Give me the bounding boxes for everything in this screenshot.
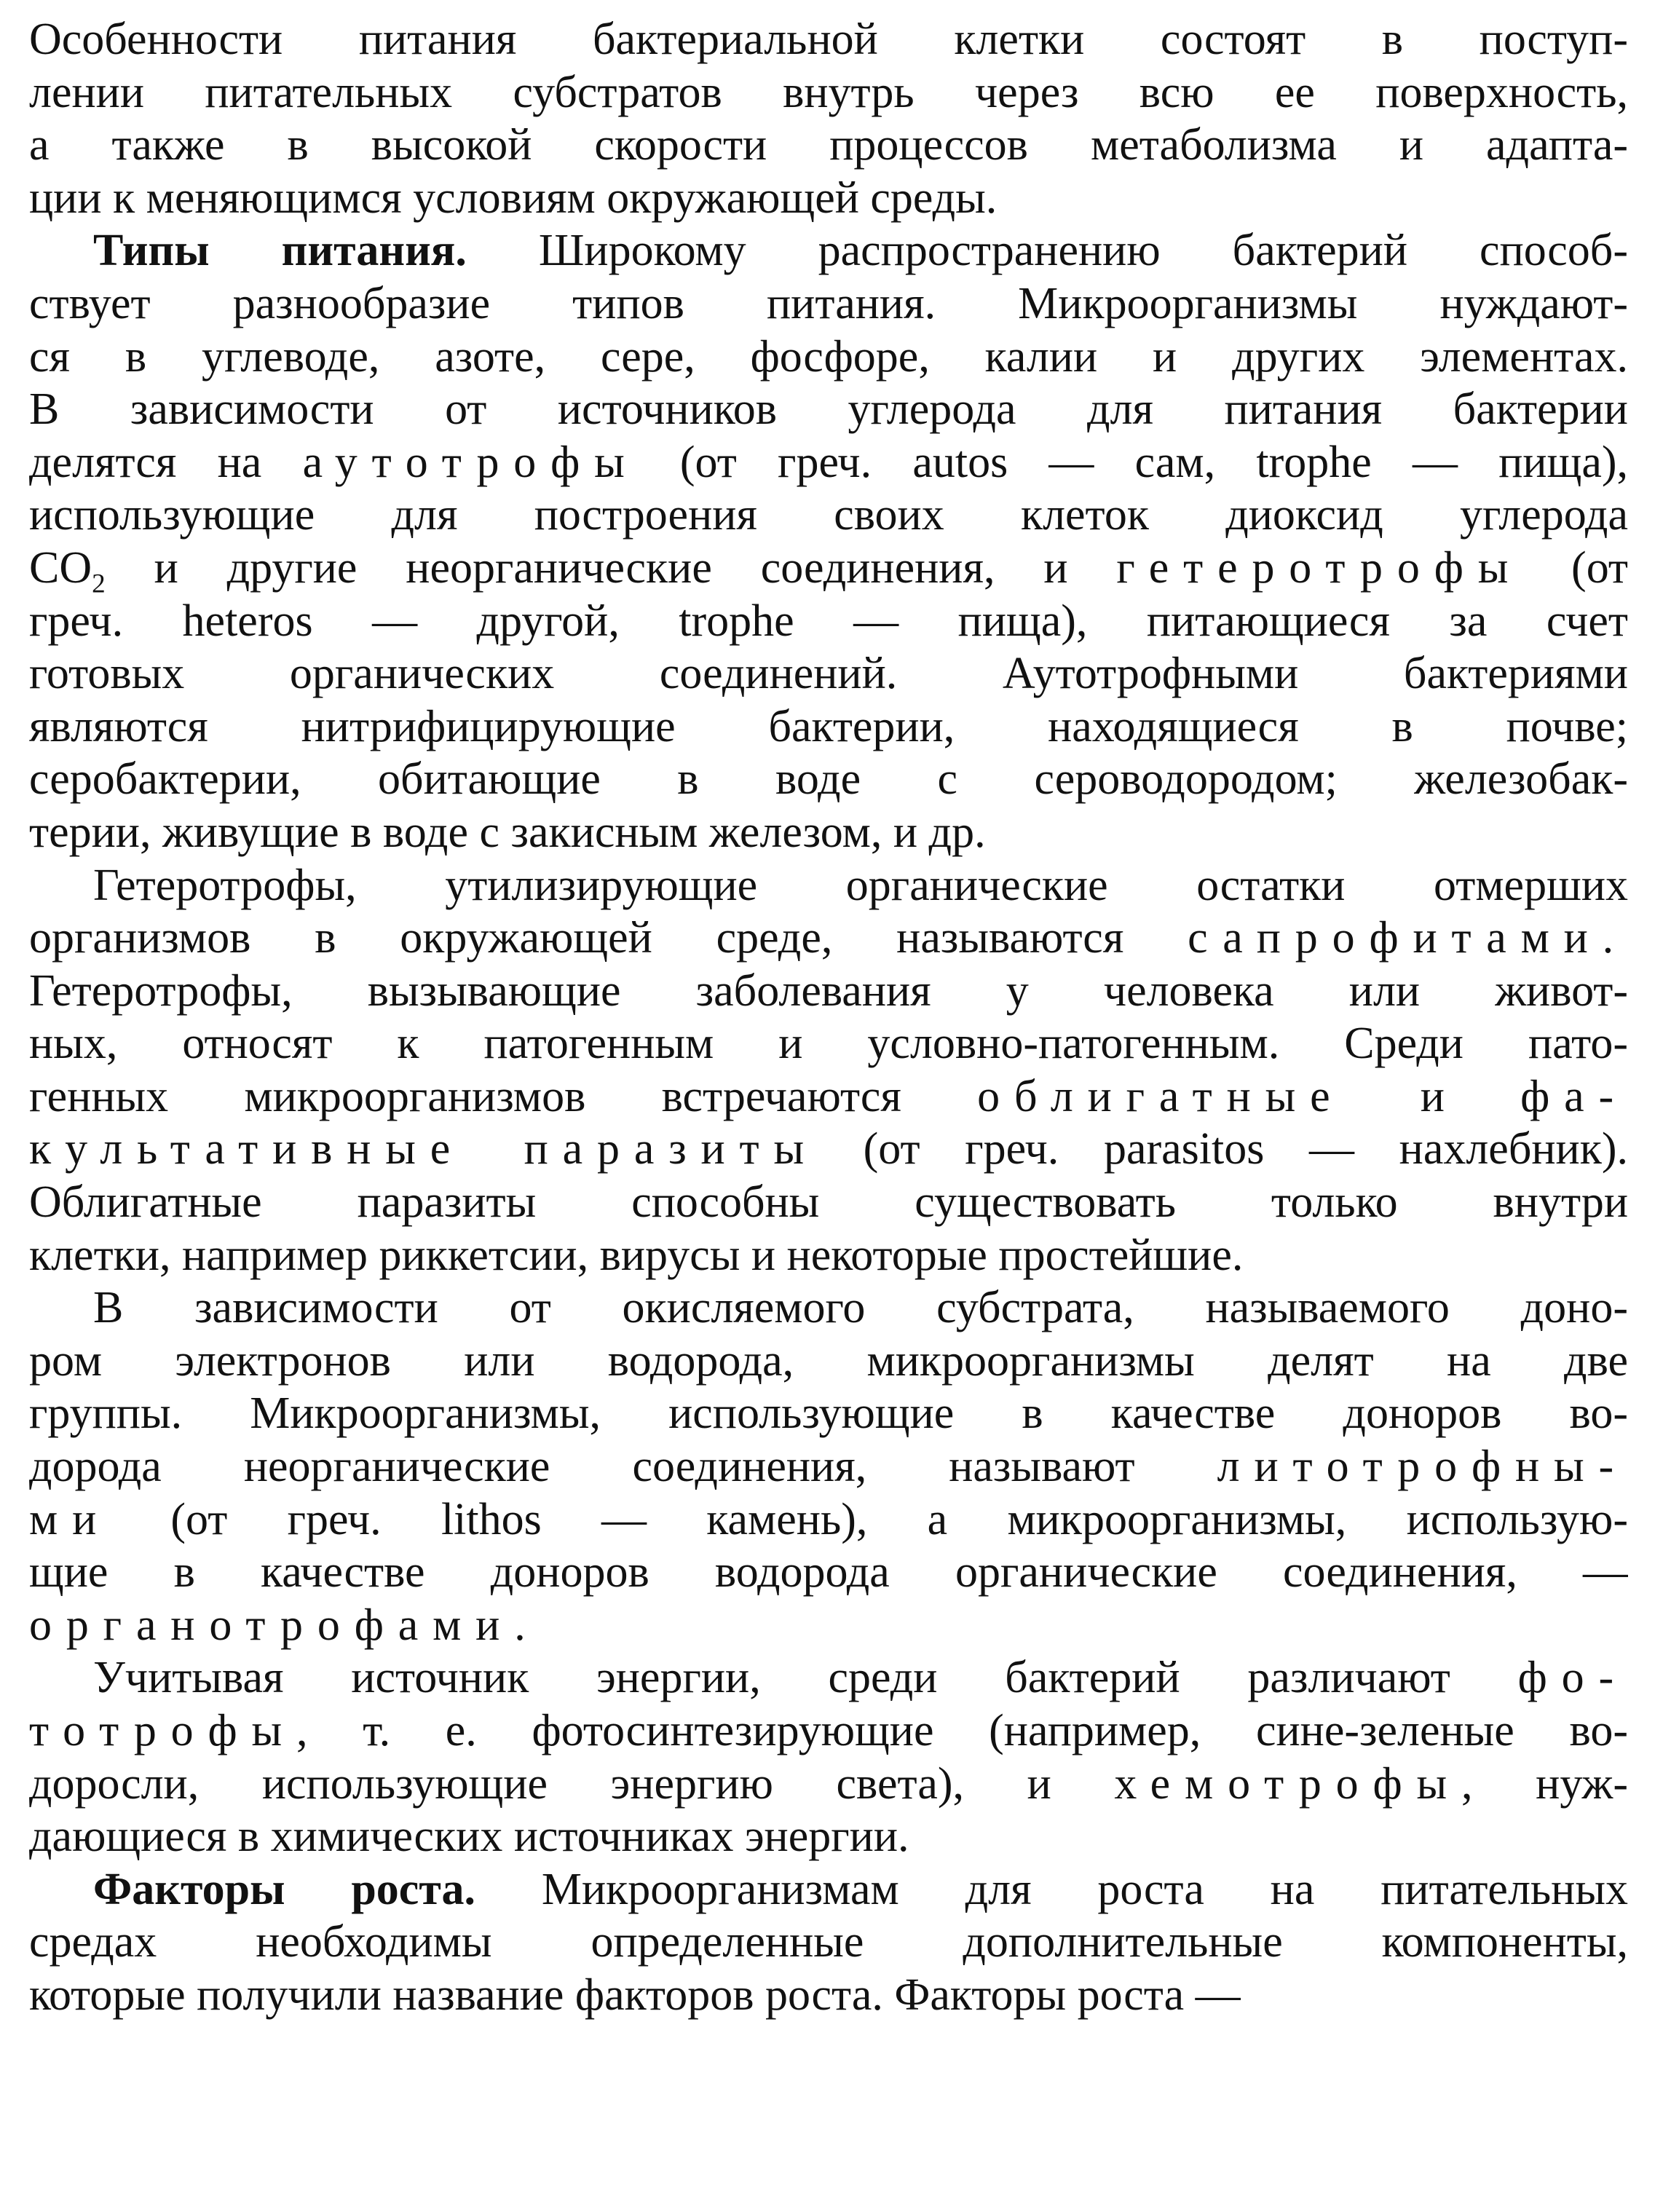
text-line (29, 1705, 1628, 1758)
text-line (29, 1916, 1628, 1969)
text-span: ствует разнообразие типов питания. Микроорганизмы нуждают- (29, 278, 1628, 328)
text-span: доросли, использующие энергию света), и (29, 1758, 1115, 1809)
text-span: Учитывая источник энергии, среди бактерий различают (93, 1653, 1518, 1703)
text-span: щие в качестве доноров водорода органические соединения, — (29, 1547, 1628, 1597)
text-span: CO (29, 542, 92, 593)
text-span: , т. е. фотосинтезирующие (например, сине-зеленые во- (296, 1706, 1628, 1755)
spaced-term: сапрофитами. (1188, 913, 1628, 963)
spaced-term: аутотрофы (302, 437, 639, 487)
text-line (29, 1810, 1628, 1863)
spaced-term: фо- (1517, 1653, 1628, 1703)
text-span: ся в углеводе, азоте, сере, фосфоре, калии и других элементах. (29, 331, 1628, 382)
text-span: ных, относят к патогенным и условно-патогенным. Среди пато- (29, 1019, 1628, 1069)
text-line (29, 1440, 1628, 1493)
paragraph (29, 1863, 1628, 2022)
text-line (29, 965, 1628, 1018)
text-line (29, 1017, 1628, 1070)
text-span: терии, живущие в воде с закисным железом, и др. (29, 807, 986, 857)
spaced-term: фа- (1520, 1071, 1628, 1121)
text-line (29, 1651, 1628, 1705)
text-line (29, 647, 1628, 700)
text-line (29, 542, 1628, 595)
spaced-term: культативные паразиты (29, 1124, 818, 1174)
text-line (29, 1070, 1628, 1123)
text-line (29, 66, 1628, 119)
text-line (29, 1969, 1628, 2022)
text-span: группы. Микроорганизмы, использующие в качестве доноров во- (29, 1389, 1628, 1439)
spaced-term: облигатные (977, 1071, 1345, 1121)
text-line (29, 119, 1628, 172)
text-span: а также в высокой скорости процессов метаболизма и адапта- (29, 120, 1628, 170)
text-line (29, 383, 1628, 436)
spaced-term: гетеротрофы (1116, 542, 1523, 593)
text-span: Гетеротрофы, утилизирующие органические остатки отмерших (93, 860, 1628, 910)
text-span: (от греч. lithos — камень), а микроорганизмы, использую- (111, 1494, 1628, 1544)
text-span: Широкому распространению бактерий способ- (466, 226, 1628, 276)
text-span: дорода неорганические соединения, называют (29, 1442, 1217, 1492)
text-line (29, 13, 1628, 66)
text-span: лении питательных субстратов внутрь через всю ее поверхность, (29, 67, 1628, 117)
text-span: (от греч. autos — сам, trophe — пища), (639, 437, 1628, 487)
text-line (29, 489, 1628, 542)
text-span: , нуж- (1461, 1758, 1628, 1809)
text-span: являются нитрифицирующие бактерии, находящиеся в почве; (29, 701, 1628, 751)
text-span: Облигатные паразиты способны существовать только внутри (29, 1177, 1628, 1228)
text-line (29, 1863, 1628, 1916)
text-span: ром электронов или водорода, микроорганизмы делят на две (29, 1335, 1628, 1386)
text-span: (от греч. parasitos — нахлебник). (818, 1124, 1628, 1174)
text-line (29, 1123, 1628, 1176)
paragraph (29, 1651, 1628, 1863)
section-heading: Факторы роста. (93, 1864, 476, 1914)
text-line (29, 277, 1628, 331)
text-line (29, 1176, 1628, 1229)
spaced-term: хемотрофы (1114, 1758, 1462, 1809)
text-span: и (1344, 1071, 1521, 1121)
paragraph (29, 224, 1628, 858)
text-span: Особенности питания бактериальной клетки состоят в поступ- (29, 15, 1628, 64)
text-span: использующие для построения своих клеток диоксид углерода (29, 490, 1628, 540)
text-span: средах необходимы определенные дополнительные компоненты, (29, 1917, 1628, 1967)
text-line (29, 331, 1628, 384)
text-span: греч. heteros — другой, trophe — пища), питающиеся за счет (29, 596, 1628, 646)
document-page (29, 13, 1628, 2022)
spaced-term: органотрофами. (29, 1600, 540, 1650)
text-line (29, 1758, 1628, 1811)
text-line (29, 1281, 1628, 1335)
paragraph (29, 13, 1628, 224)
text-span: делятся на (29, 437, 303, 487)
text-span: ции к меняющимся условиям окружающей среды. (29, 173, 998, 223)
text-line (29, 1229, 1628, 1282)
spaced-term: тотрофы (29, 1706, 297, 1755)
text-span: Гетеротрофы, вызывающие заболевания у человека или живот- (29, 965, 1628, 1016)
subscript: 2 (92, 569, 106, 595)
text-line (29, 806, 1628, 859)
text-line (29, 859, 1628, 912)
text-span: (от (1522, 542, 1628, 593)
text-line (29, 172, 1628, 225)
text-line (29, 1546, 1628, 1599)
text-line (29, 1493, 1628, 1547)
text-line (29, 753, 1628, 806)
text-span: серобактерии, обитающие в воде с сероводородом; железобак- (29, 754, 1628, 805)
text-span: В зависимости от окисляемого субстрата, называемого доно- (93, 1283, 1628, 1333)
text-line (29, 912, 1628, 965)
text-span: и другие неорганические соединения, и (105, 542, 1117, 593)
text-line (29, 1599, 1628, 1652)
text-line (29, 436, 1628, 489)
text-line (29, 224, 1628, 277)
text-span: генных микроорганизмов встречаются (29, 1071, 978, 1121)
text-span: организмов в окружающей среде, называются (29, 913, 1188, 963)
paragraph (29, 859, 1628, 1282)
text-line (29, 1387, 1628, 1440)
text-line (29, 1335, 1628, 1388)
text-span: которые получили название факторов роста. Факторы роста — (29, 1970, 1241, 2020)
text-span: дающиеся в химических источниках энергии. (29, 1812, 909, 1862)
spaced-term: ми (29, 1494, 111, 1544)
text-span: Микроорганизмам для роста на питательных (475, 1864, 1628, 1914)
paragraph (29, 1281, 1628, 1651)
text-line (29, 700, 1628, 754)
spaced-term: литотрофны- (1217, 1442, 1628, 1492)
text-span: готовых органических соединений. Аутотрофными бактериями (29, 649, 1628, 699)
text-span: В зависимости от источников углерода для питания бактерии (29, 384, 1628, 435)
text-span: клетки, например риккетсии, вирусы и некоторые простейшие. (29, 1230, 1244, 1280)
section-heading: Типы питания. (93, 226, 467, 276)
text-line (29, 595, 1628, 648)
